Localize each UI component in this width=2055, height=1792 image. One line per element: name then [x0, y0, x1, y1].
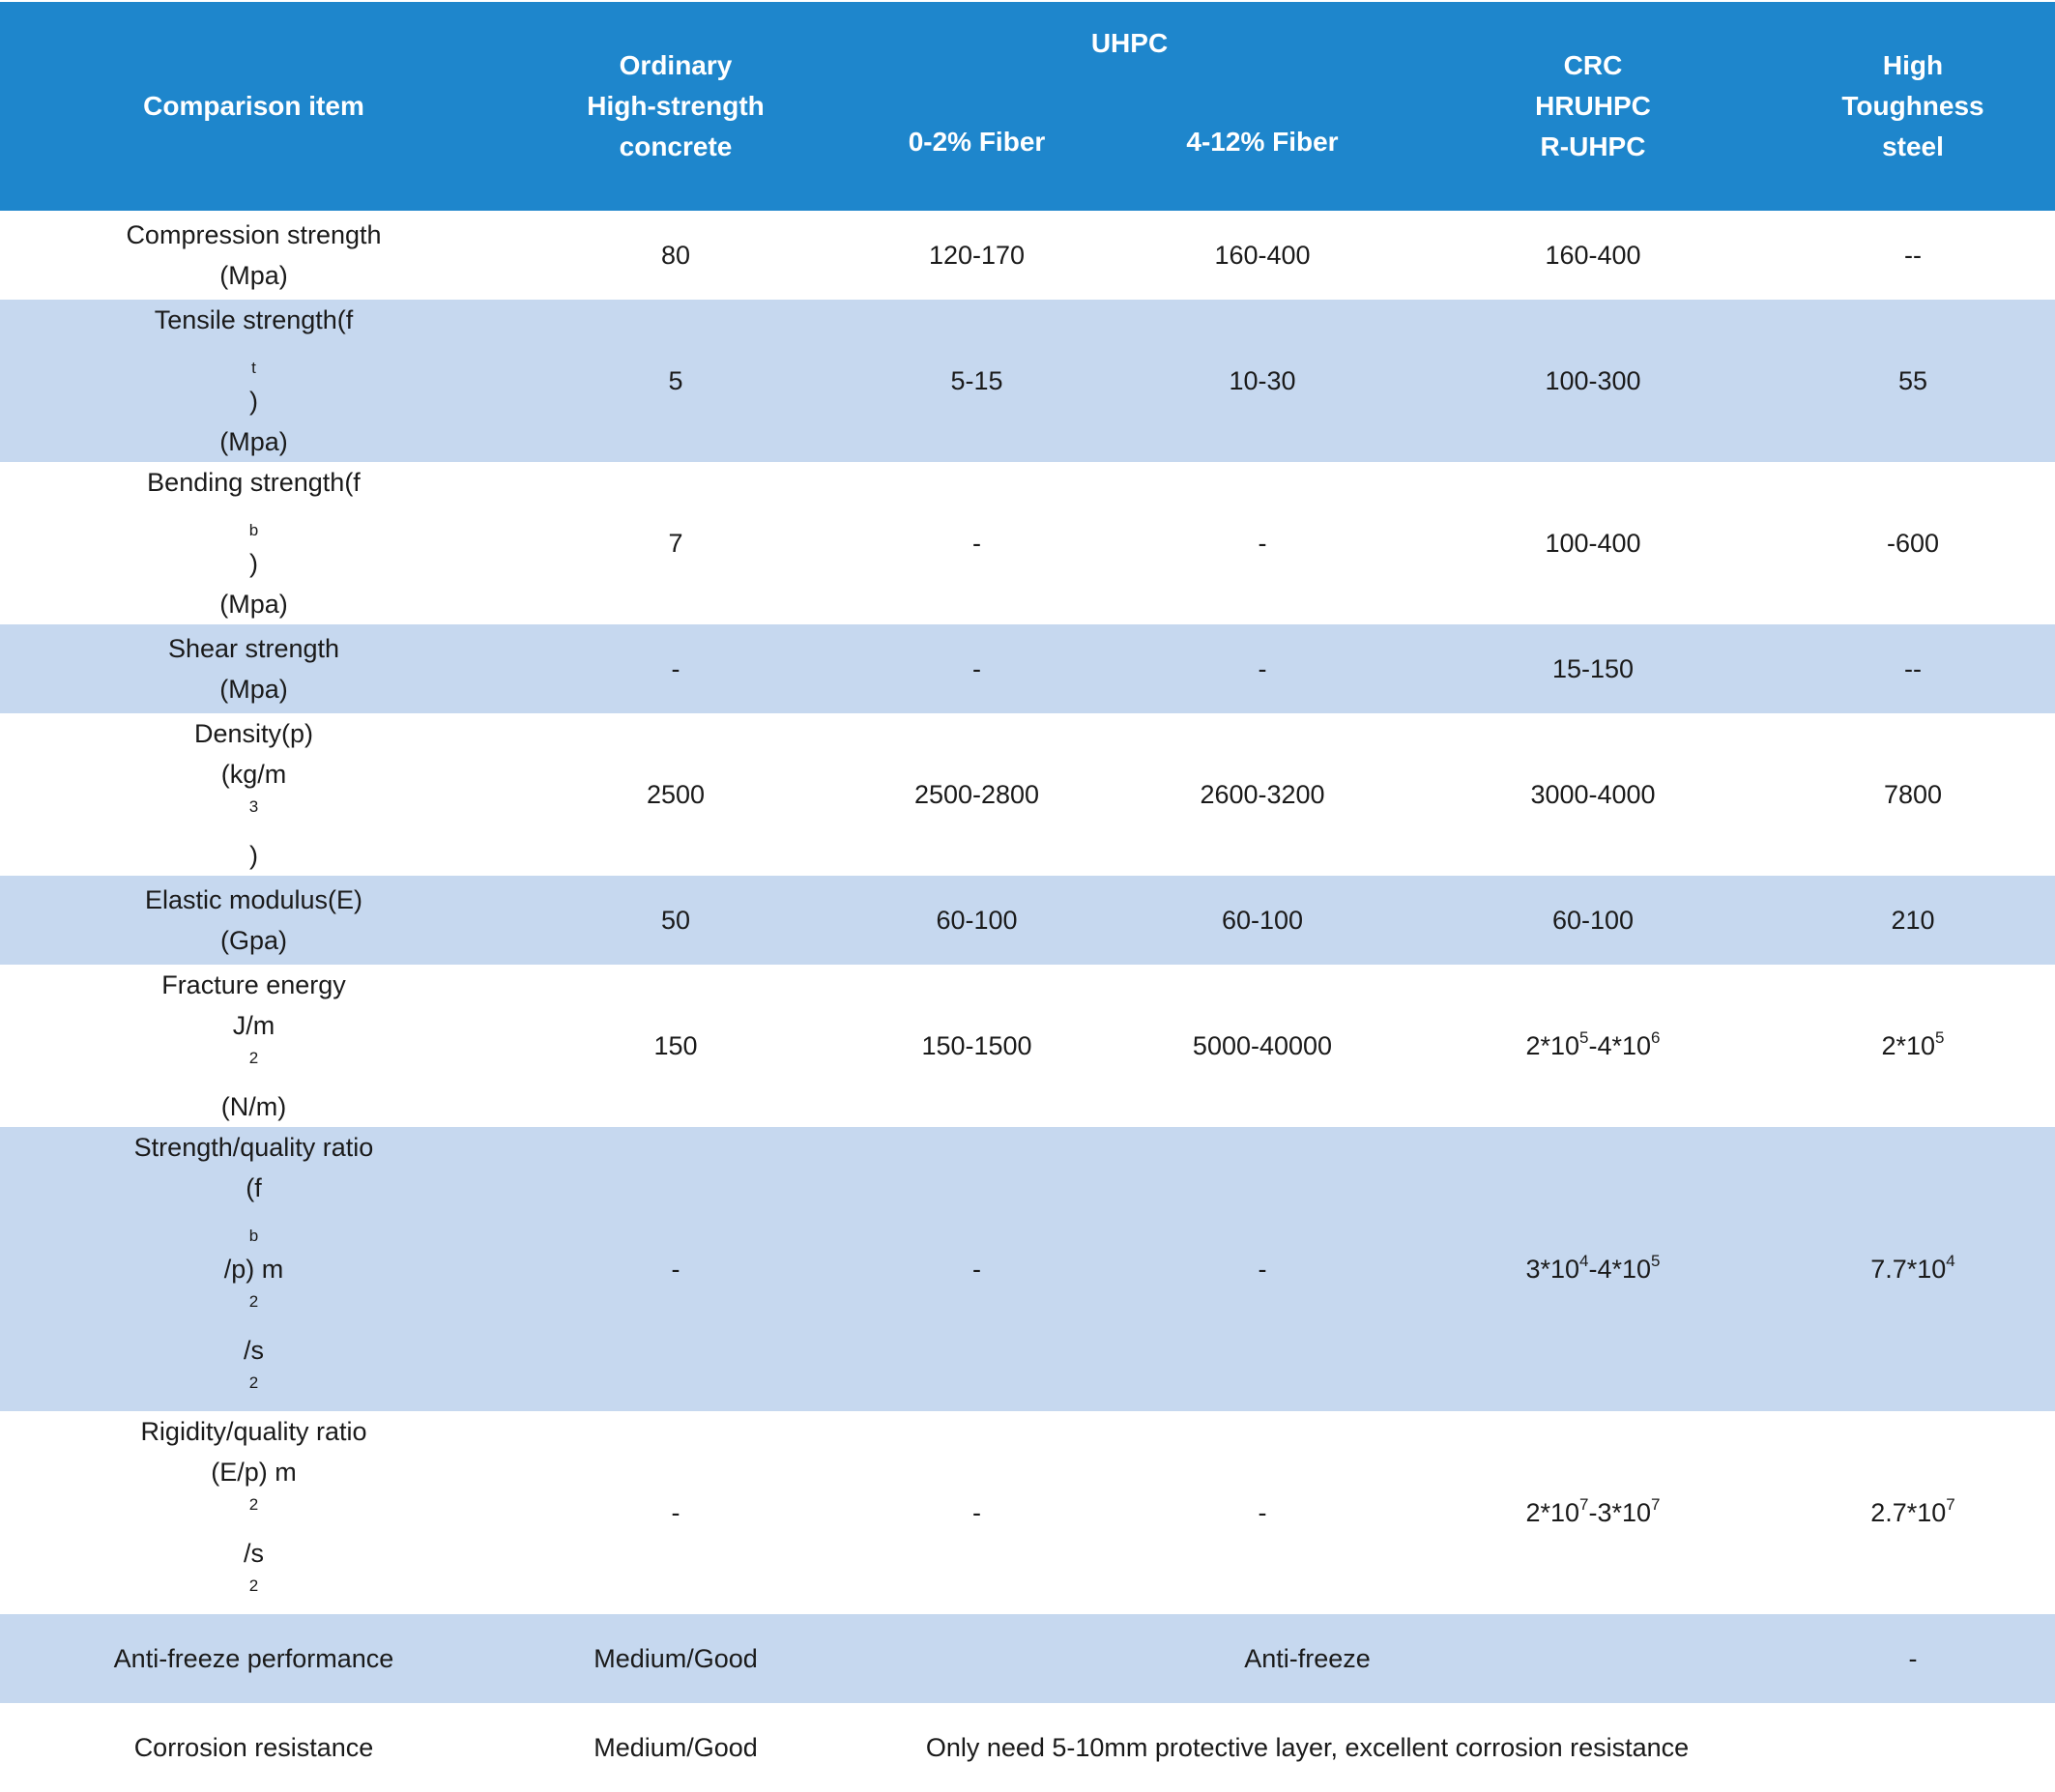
cell: 15-150	[1415, 624, 1771, 713]
table-header	[0, 2, 2055, 211]
cell: 60-100	[844, 876, 1110, 965]
cell: $7.7*10^4$	[1771, 1127, 2055, 1411]
table-row	[0, 1411, 2055, 1614]
cell-span: Anti-freeze	[844, 1614, 1771, 1703]
table-row	[0, 624, 2055, 713]
cell: 2600-3200	[1200, 780, 1325, 809]
cell	[1771, 1703, 2055, 1792]
cell: -	[1110, 624, 1415, 713]
cell: -	[671, 1498, 680, 1527]
cell: 10-30	[1110, 300, 1415, 462]
cell: -	[844, 1127, 1110, 1411]
table-row	[0, 462, 2055, 624]
cell: 150	[653, 1031, 698, 1060]
row-label: Strength/quality ratio (f $_b$ /p) m $^2$ /s $^2$	[0, 1127, 507, 1411]
cell: 60-100	[1415, 876, 1771, 965]
cell: Medium/Good	[593, 1733, 758, 1762]
cell: $2*10^7-3*10^7$	[1525, 1495, 1661, 1527]
comparison-table	[0, 2, 2055, 1792]
cell: 80	[660, 241, 691, 270]
cell: -	[1771, 1614, 2055, 1703]
cell: 3000-4000	[1530, 780, 1656, 809]
table-row	[0, 1703, 2055, 1792]
cell: 160-400	[1545, 241, 1641, 270]
cell: 50	[507, 876, 844, 965]
table-row	[0, 211, 2055, 300]
cell: 100-400	[1545, 529, 1641, 558]
cell: -	[1258, 1498, 1267, 1527]
row-label: Bending strength(f $_b$ ) (Mpa)	[147, 468, 361, 619]
cell: -	[844, 624, 1110, 713]
header-steel: High Toughness steel	[1771, 2, 2055, 211]
cell: 5000-40000	[1192, 1031, 1333, 1060]
table-row	[0, 876, 2055, 965]
cell: -	[972, 529, 981, 558]
cell: -	[507, 624, 844, 713]
cell: 2500-2800	[913, 780, 1040, 809]
header-uhpc-low-fiber: 0-2% Fiber	[844, 112, 1110, 211]
cell: 7	[668, 529, 683, 558]
row-label: Corrosion resistance	[133, 1733, 374, 1762]
cell: 100-300	[1415, 300, 1771, 462]
cell: --	[1904, 241, 1922, 270]
cell: -	[1258, 529, 1267, 558]
header-ordinary: Ordinary High-strength concrete	[507, 2, 844, 211]
cell: -600	[1886, 529, 1940, 558]
cell: -	[1110, 1127, 1415, 1411]
cell: -	[507, 1127, 844, 1411]
table-row	[0, 300, 2055, 462]
row-label: Shear strength (Mpa)	[0, 624, 507, 713]
cell-span: Only need 5-10mm protective layer, excellent corrosion resistance	[925, 1733, 1690, 1762]
cell: 210	[1771, 876, 2055, 965]
cell: 5	[507, 300, 844, 462]
cell: $2*10^5$	[1881, 1028, 1945, 1060]
cell: 60-100	[1110, 876, 1415, 965]
cell: $2.7*10^7$	[1870, 1495, 1955, 1527]
cell: 120-170	[928, 241, 1026, 270]
row-label: Rigidity/quality ratio (E/p) m $^2$ /s $^2$	[140, 1417, 367, 1595]
row-label: Anti-freeze performance	[0, 1614, 507, 1703]
header-uhpc: UHPC	[844, 2, 1415, 112]
table-row	[0, 713, 2055, 876]
cell: $2*10^5-4*10^6$	[1525, 1028, 1661, 1060]
cell: 160-400	[1214, 241, 1311, 270]
header-comparison-item: Comparison item	[0, 2, 507, 211]
cell: Medium/Good	[507, 1614, 844, 1703]
row-label: Tensile strength(f $_t$ ) (Mpa)	[0, 300, 507, 462]
cell: $3*10^4-4*10^5$	[1415, 1127, 1771, 1411]
cell: 150-1500	[921, 1031, 1032, 1060]
cell: 5-15	[844, 300, 1110, 462]
header-crc: CRC HRUHPC R-UHPC	[1415, 2, 1771, 211]
row-label: Density(p) (kg/m $^3$ )	[193, 719, 314, 870]
cell: 7800	[1883, 780, 1943, 809]
table-body	[0, 211, 2055, 1792]
table-row	[0, 965, 2055, 1127]
header-uhpc-high-fiber: 4-12% Fiber	[1110, 112, 1415, 211]
row-label: Elastic modulus(E) (Gpa)	[0, 876, 507, 965]
cell: 2500	[646, 780, 706, 809]
comparison-table-container	[0, 2, 2055, 1792]
row-label: Fracture energy J/m $^2$ (N/m)	[161, 970, 346, 1121]
table-row	[0, 1614, 2055, 1703]
table-row	[0, 1127, 2055, 1411]
row-label: Compression strength (Mpa)	[126, 220, 382, 290]
cell: 55	[1771, 300, 2055, 462]
cell: -	[972, 1498, 981, 1527]
cell: --	[1771, 624, 2055, 713]
